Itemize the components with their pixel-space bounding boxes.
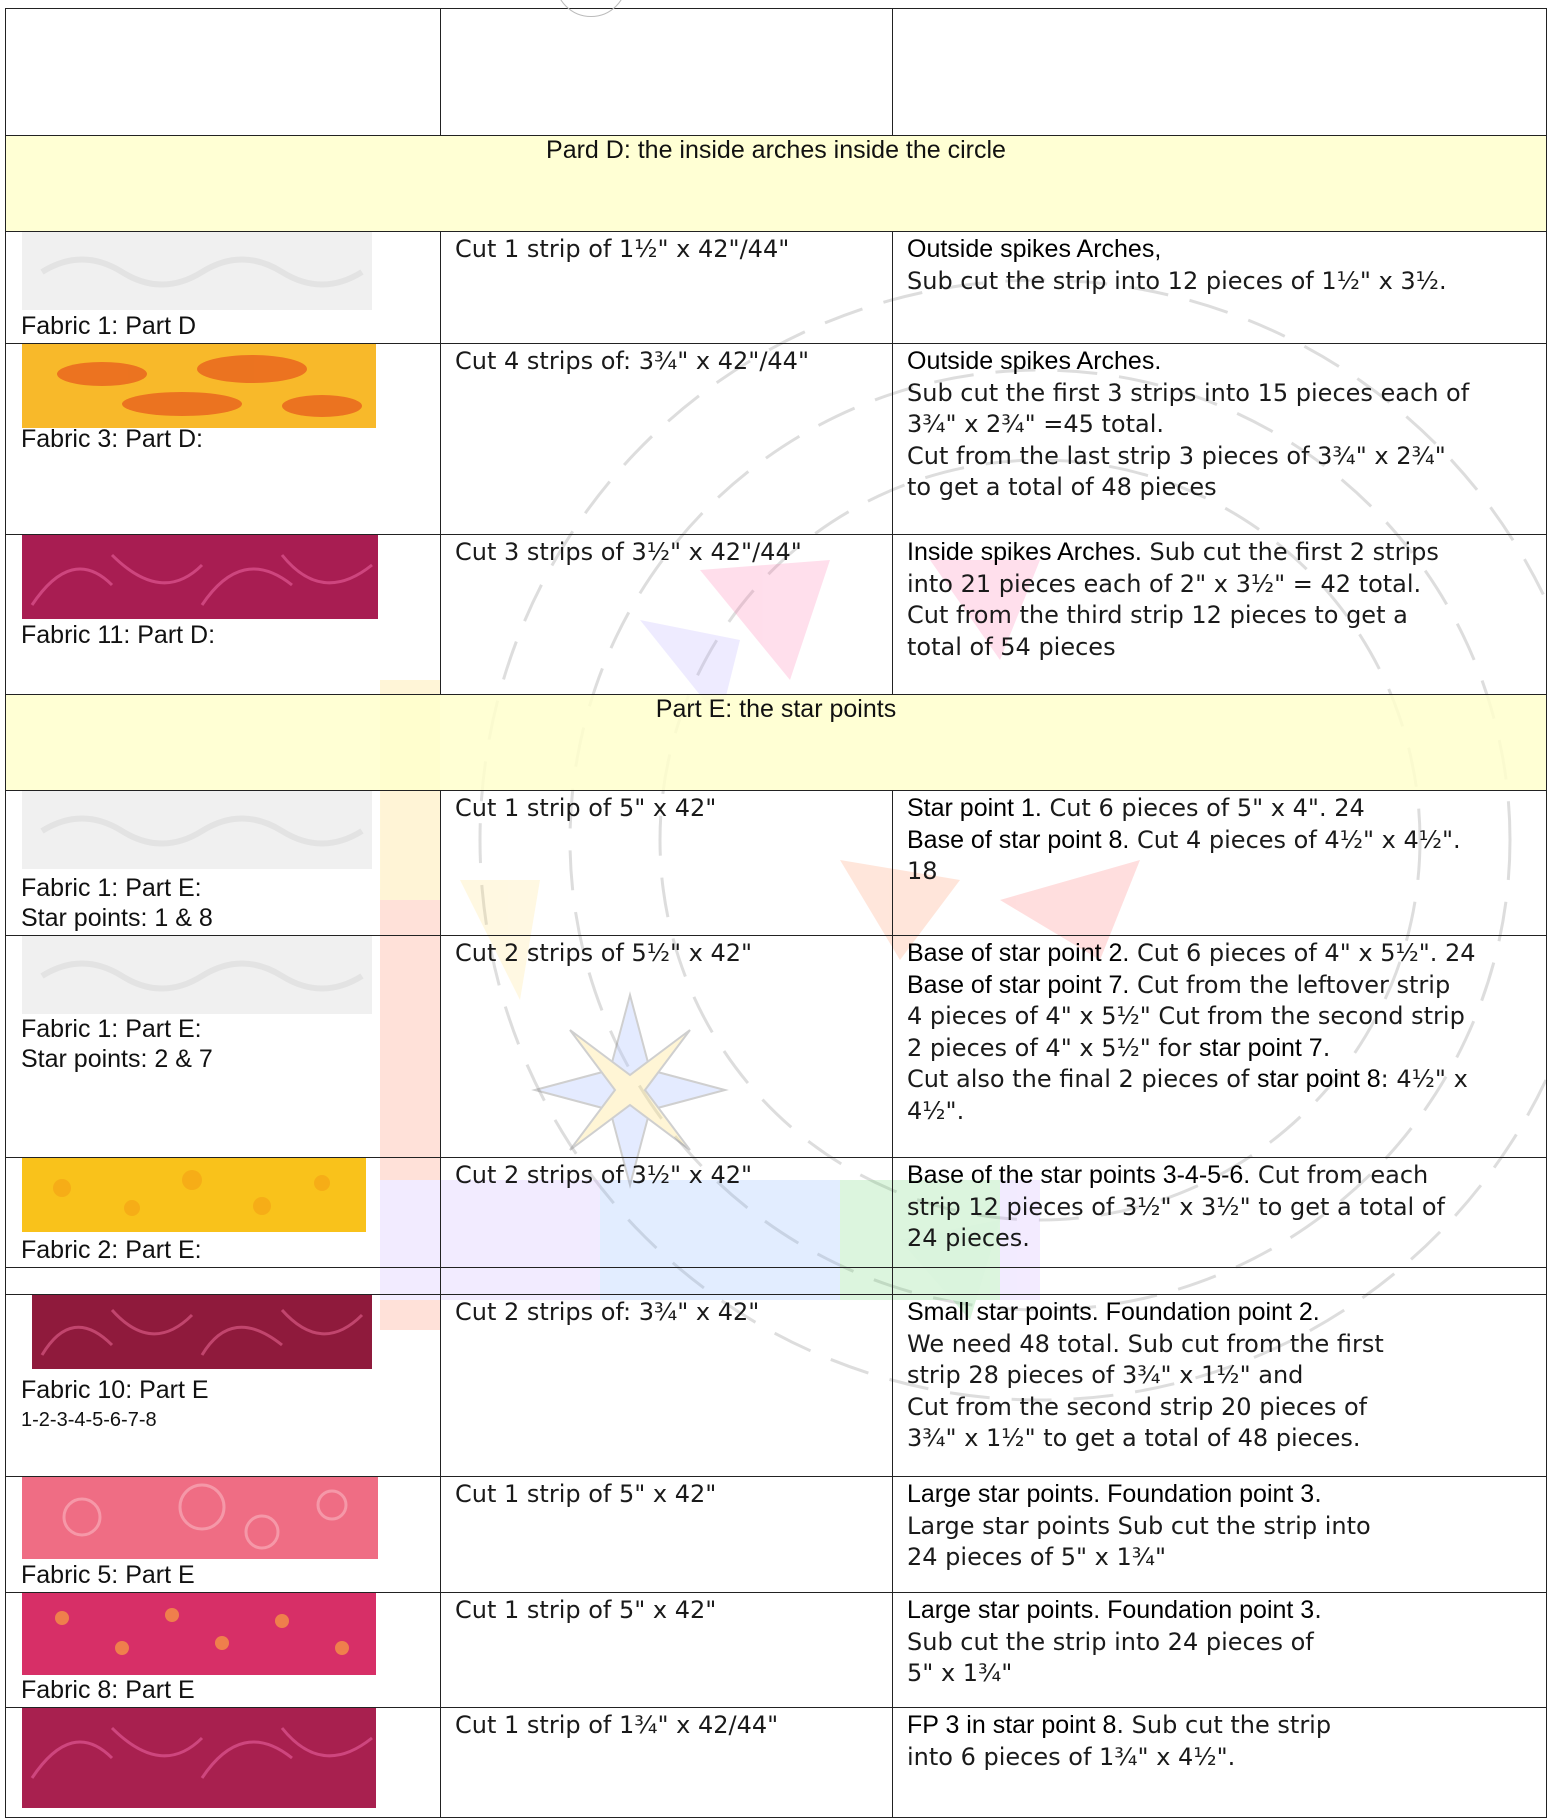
- fabric-sublabel: 1-2-3-4-5-6-7-8: [21, 1409, 157, 1431]
- fabric-cell: [6, 1477, 441, 1593]
- cut-text: Cut 2 strips of 5½" x 42": [455, 939, 753, 967]
- cut-text: Cut 2 strips of: 3¾" x 42": [455, 1298, 760, 1326]
- empty-cell: [6, 1268, 441, 1295]
- instruction-line: Cut from the second strip 20 pieces of: [907, 1392, 1368, 1421]
- instruction-heading: Base of star point 2.: [907, 939, 1130, 967]
- table-row: [6, 232, 1547, 344]
- fabric-cell: [6, 1158, 441, 1268]
- table-row: [6, 936, 1547, 1158]
- instruction-text: .: [1314, 1596, 1322, 1624]
- instruction-line: Sub cut the first 3 strips into 15 pieces each of: [907, 378, 1470, 407]
- fabric-label: Fabric 1: Part D: [21, 312, 197, 340]
- empty-cell: [6, 9, 441, 136]
- instruction-line: total of 54 pieces: [907, 632, 1116, 661]
- instruction-cell: [893, 535, 1547, 695]
- instruction-text: : 4½" x: [1380, 1065, 1468, 1093]
- cut-cell: [441, 1158, 893, 1268]
- cut-text: Cut 2 strips of 3½" x 42": [455, 1161, 753, 1189]
- instruction-cell: [893, 1477, 1547, 1593]
- instruction-text: Cut from the leftover strip: [1129, 970, 1451, 999]
- table-row: [6, 791, 1547, 936]
- instruction-line: Sub cut the strip into 12 pieces of 1½" x 3½.: [907, 266, 1447, 295]
- instruction-text: Cut 6 pieces of 4" x 5½". 24: [1129, 939, 1476, 967]
- instruction-line: Cut from the third strip 12 pieces to get a: [907, 601, 1408, 629]
- fabric-label-line: Star points: 2 & 7: [21, 1045, 213, 1073]
- fabric-label: [21, 1375, 209, 1435]
- instruction-cell: [893, 1295, 1547, 1477]
- fabric-label: [21, 873, 213, 933]
- cut-text: Cut 3 strips of 3½" x 42"/44": [455, 538, 802, 566]
- fabric-cell: [6, 1708, 441, 1818]
- instruction-line: into 21 pieces each of 2" x 3½" = 42 total.: [907, 569, 1422, 598]
- fabric-label: [21, 1014, 213, 1074]
- fabric-label: Fabric 2: Part E:: [21, 1236, 202, 1264]
- cut-text: Cut 1 strip of 1¾" x 42/44": [455, 1711, 779, 1739]
- instruction-text: Cut 6 pieces of 5" x 4". 24: [1041, 794, 1365, 822]
- instruction-line: Large star points Sub cut the strip into: [907, 1511, 1371, 1540]
- fabric-swatch-image: [22, 1158, 366, 1232]
- cut-cell: [441, 232, 893, 344]
- cut-cell: [441, 1708, 893, 1818]
- cut-text: Cut 1 strip of 5" x 42": [455, 794, 717, 822]
- fabric-cell: [6, 1295, 441, 1477]
- cut-cell: [441, 1477, 893, 1593]
- instruction-heading: Outside spikes Arches,: [907, 235, 1162, 263]
- instruction-heading: Small star points. Foundation point 2.: [907, 1298, 1320, 1326]
- cut-cell: [441, 791, 893, 936]
- instruction-line: strip 12 pieces of 3½" x 3½" to get a total of: [907, 1192, 1445, 1221]
- instruction-line: into 6 pieces of 1¾" x 4½".: [907, 1742, 1236, 1771]
- instruction-text: .: [1322, 1033, 1331, 1062]
- cut-cell: [441, 1295, 893, 1477]
- empty-cell: [893, 9, 1547, 136]
- section-header-row: [6, 136, 1547, 232]
- table-row: [6, 1158, 1547, 1268]
- fabric-label-line: Star points: 1 & 8: [21, 904, 213, 932]
- instruction-heading: Base of star point 8.: [907, 825, 1130, 854]
- instruction-heading: Star point 1.: [907, 794, 1042, 822]
- fabric-swatch-image: [32, 1295, 372, 1369]
- instruction-text: 2 pieces of 4" x 5½" for: [907, 1033, 1200, 1062]
- instruction-heading: FP 3 in star point 8: [907, 1711, 1117, 1739]
- cut-cell: [441, 535, 893, 695]
- cut-text: Cut 1 strip of 5" x 42": [455, 1596, 717, 1624]
- instruction-heading: Inside spikes Arches.: [907, 538, 1142, 566]
- fabric-swatch-image: [22, 232, 372, 310]
- instruction-cell: [893, 1593, 1547, 1708]
- instruction-cell: [893, 1708, 1547, 1818]
- instruction-cell: [893, 232, 1547, 344]
- instruction-heading: Large star points. Foundation point 3: [907, 1596, 1315, 1624]
- instruction-heading: Base of star point 7.: [907, 970, 1130, 999]
- cut-text: Cut 4 strips of: 3¾" x 42"/44": [455, 347, 809, 375]
- instruction-cell: [893, 936, 1547, 1158]
- instruction-line: 5" x 1¾": [907, 1659, 1013, 1687]
- instruction-line: Cut from the last strip 3 pieces of 3¾" x 2¾": [907, 441, 1446, 470]
- table-row: [6, 1268, 1547, 1295]
- instruction-cell: [893, 791, 1547, 936]
- table-row: [6, 535, 1547, 695]
- empty-cell: [441, 1268, 893, 1295]
- instruction-text: Cut 4 pieces of 4½" x 4½".: [1129, 825, 1461, 854]
- fabric-cell: [6, 791, 441, 936]
- table-row: [6, 344, 1547, 535]
- instruction-line: 18: [907, 857, 938, 885]
- table-row: [6, 9, 1547, 136]
- instruction-text: . Sub cut the strip: [1116, 1711, 1332, 1739]
- instruction-line: 3¾" x 2¾" =45 total.: [907, 410, 1165, 438]
- instruction-line: 3¾" x 1½" to get a total of 48 pieces.: [907, 1424, 1361, 1452]
- cut-cell: [441, 1593, 893, 1708]
- instruction-cell: [893, 1158, 1547, 1268]
- instruction-heading: Large star points. Foundation point 3: [907, 1480, 1315, 1508]
- fabric-label: Fabric 3: Part D:: [21, 425, 203, 453]
- instruction-text: .: [1314, 1480, 1322, 1508]
- fabric-label-line: Fabric 1: Part E:: [21, 874, 202, 902]
- instruction-cell: [893, 344, 1547, 535]
- fabric-swatch-image: [22, 936, 372, 1014]
- instruction-line: to get a total of 48 pieces: [907, 473, 1217, 501]
- instruction-heading: star point 8: [1256, 1065, 1381, 1093]
- fabric-cell: [6, 344, 441, 535]
- section-header-row: [6, 695, 1547, 791]
- fabric-swatch-image: [22, 344, 376, 428]
- empty-cell: [893, 1268, 1547, 1295]
- fabric-cell: [6, 535, 441, 695]
- fabric-label: Fabric 8: Part E: [21, 1676, 195, 1704]
- fabric-swatch-image: [22, 1708, 376, 1808]
- fabric-cell: [6, 1593, 441, 1708]
- instruction-line: We need 48 total. Sub cut from the first: [907, 1329, 1384, 1358]
- fabric-label: Fabric 5: Part E: [21, 1561, 195, 1589]
- instruction-text: Sub cut the first 2 strips: [1141, 538, 1439, 566]
- fabric-swatch-image: [22, 1593, 376, 1675]
- cut-cell: [441, 936, 893, 1158]
- table-row: [6, 1593, 1547, 1708]
- table-row: [6, 1708, 1547, 1818]
- cut-cell: [441, 344, 893, 535]
- cutting-table: [5, 8, 1547, 1818]
- instruction-heading: Outside spikes Arches.: [907, 347, 1162, 375]
- cut-text: Cut 1 strip of 1½" x 42"/44": [455, 235, 790, 263]
- cut-text: Cut 1 strip of 5" x 42": [455, 1480, 717, 1508]
- instruction-line: Sub cut the strip into 24 pieces of: [907, 1627, 1314, 1656]
- section-title-part-e: Part E: the star points: [6, 695, 1547, 791]
- table-row: [6, 1295, 1547, 1477]
- instruction-heading: Base of the star points 3-4-5-6.: [907, 1161, 1251, 1189]
- section-title-part-d: Pard D: the inside arches inside the circle: [6, 136, 1547, 232]
- fabric-label-line: Fabric 10: Part E: [21, 1376, 209, 1404]
- fabric-cell: [6, 936, 441, 1158]
- instruction-line: strip 28 pieces of 3¾" x 1½" and: [907, 1361, 1304, 1389]
- instruction-line: 4 pieces of 4" x 5½" Cut from the second strip: [907, 1002, 1465, 1030]
- instruction-heading: star point 7: [1199, 1033, 1323, 1062]
- empty-cell: [441, 9, 893, 136]
- instruction-line: 4½".: [907, 1096, 965, 1125]
- instruction-text: Cut also the final 2 pieces of: [907, 1065, 1257, 1093]
- instruction-text: Cut from each: [1250, 1161, 1429, 1189]
- fabric-swatch-image: [22, 1477, 378, 1559]
- fabric-swatch-image: [22, 535, 378, 619]
- table-row: [6, 1477, 1547, 1593]
- fabric-swatch-image: [22, 791, 372, 869]
- fabric-label: Fabric 11: Part D:: [21, 621, 216, 649]
- instruction-line: 24 pieces.: [907, 1224, 1030, 1252]
- fabric-cell: [6, 232, 441, 344]
- instruction-line: 24 pieces of 5" x 1¾": [907, 1543, 1167, 1571]
- fabric-label-line: Fabric 1: Part E:: [21, 1015, 202, 1043]
